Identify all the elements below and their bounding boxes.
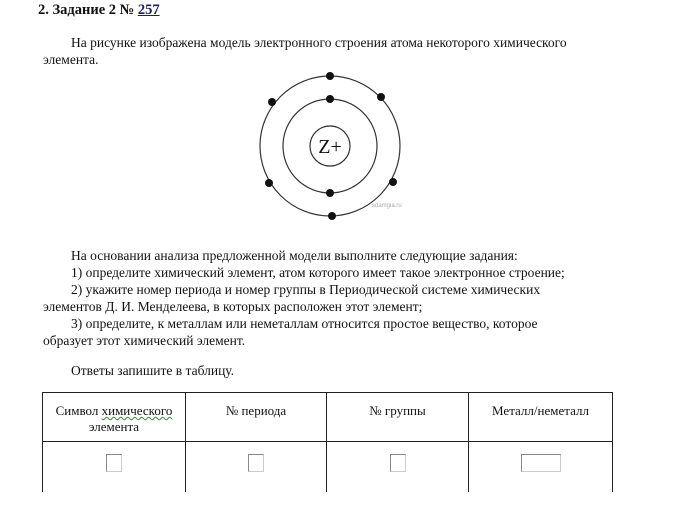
electron <box>326 189 334 197</box>
electron <box>326 72 334 80</box>
instructions-line-6: образует этот химический элемент. <box>43 333 246 348</box>
group-input[interactable] <box>390 454 406 472</box>
electron <box>328 212 336 220</box>
instructions-line-5: 3) определите, к металлам или неметаллам относится простое вещество, которое <box>71 316 538 331</box>
electron <box>268 98 276 106</box>
header-period: № периода <box>186 393 327 442</box>
task-heading-prefix: 2. Задание 2 № <box>38 2 135 18</box>
answer-table-header-row <box>43 393 613 442</box>
intro-line-1: На рисунке изображена модель электронного строения атома некоторого химического <box>71 35 567 50</box>
electron <box>389 178 397 186</box>
instructions-line-4: элементов Д. И. Менделеева, в которых расположен этот элемент; <box>43 299 423 314</box>
answer-table-input-row <box>43 442 613 492</box>
task-heading <box>38 2 160 19</box>
electron <box>265 179 273 187</box>
answer-table <box>42 392 613 492</box>
header-group: № группы <box>327 393 469 442</box>
metal-nonmetal-input[interactable] <box>521 454 561 472</box>
instructions-line-3: 2) укажите номер периода и номер группы в Периодической системе химических <box>71 282 541 297</box>
watermark-text: sdamgia.ru <box>372 203 402 209</box>
header-element-symbol: Символ химического элемента <box>43 393 186 442</box>
answer-prompt-text: Ответы запишите в таблицу. <box>71 363 235 378</box>
intro-paragraph <box>43 34 613 68</box>
instructions-line-2: 1) определите химический элемент, атом которого имеет такое электронное строение; <box>71 265 565 280</box>
element-symbol-input[interactable] <box>106 454 122 472</box>
cell-element-symbol <box>43 442 186 492</box>
period-input[interactable] <box>248 454 264 472</box>
nucleus-label: Z+ <box>318 136 342 158</box>
instructions-line-1: На основании анализа предложенной модели выполните следующие задания: <box>71 248 518 263</box>
task-number-link[interactable]: 257 <box>137 2 160 18</box>
atom-model-figure <box>250 66 425 226</box>
cell-group <box>327 442 469 492</box>
intro-line-2: элемента. <box>43 52 99 67</box>
instructions-paragraph <box>43 247 613 349</box>
cell-period <box>186 442 327 492</box>
electron <box>326 95 334 103</box>
electron <box>377 93 385 101</box>
answer-prompt <box>43 362 613 379</box>
header-metal-nonmetal: Металл/неметалл <box>469 393 613 442</box>
cell-metal-nonmetal <box>469 442 613 492</box>
